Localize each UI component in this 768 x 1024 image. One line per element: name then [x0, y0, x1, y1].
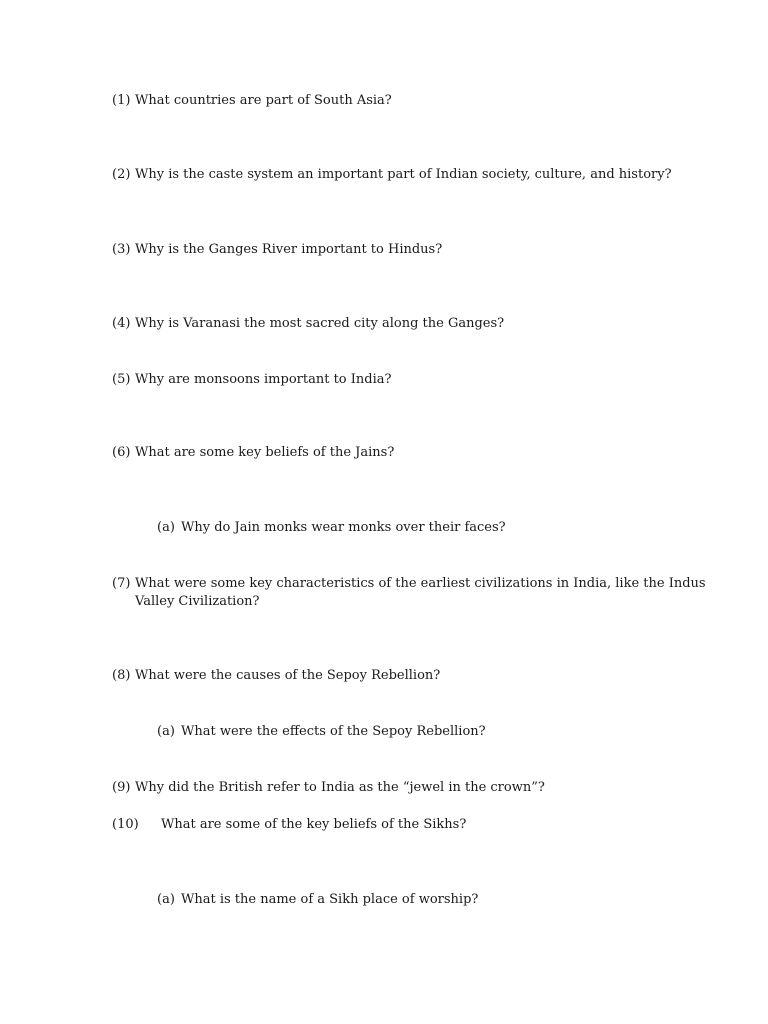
question-2 [112, 166, 672, 184]
question-5 [112, 371, 672, 389]
subquestion-letter: (a) [157, 520, 175, 535]
question-text: What are some of the key beliefs of the Sikhs? [161, 817, 467, 832]
question-10-subquestion-a [157, 891, 478, 909]
subquestion-text: What is the name of a Sikh place of worship? [181, 892, 479, 907]
question-number: (9) [112, 780, 131, 795]
question-number: (3) [112, 242, 131, 257]
subquestion-letter: (a) [157, 724, 175, 739]
question-text-continued: Valley Civilization? [135, 594, 260, 609]
question-text: Why is the Ganges River important to Hindus? [135, 242, 443, 257]
question-3 [112, 241, 672, 259]
subquestion-letter: (a) [157, 892, 175, 907]
question-4 [112, 315, 672, 333]
question-text: Why did the British refer to India as the “jewel in the crown”? [135, 780, 545, 795]
question-text: Why is the caste system an important part of Indian society, culture, and history? [135, 167, 672, 182]
question-text: What countries are part of South Asia? [135, 93, 392, 108]
question-8 [112, 667, 672, 685]
question-number: (2) [112, 167, 131, 182]
question-7 [112, 575, 706, 611]
question-number: (5) [112, 372, 131, 387]
question-number: (6) [112, 445, 131, 460]
question-number: (1) [112, 93, 131, 108]
question-10 [112, 816, 672, 834]
subquestion-text: Why do Jain monks wear monks over their faces? [181, 520, 506, 535]
question-number: (8) [112, 668, 131, 683]
question-6-subquestion-a [157, 519, 506, 537]
question-number: (4) [112, 316, 131, 331]
question-text: Why is Varanasi the most sacred city along the Ganges? [135, 316, 505, 331]
question-text: What are some key beliefs of the Jains? [135, 445, 395, 460]
question-text: What were the causes of the Sepoy Rebellion? [135, 668, 441, 683]
question-9 [112, 779, 672, 797]
question-1 [112, 92, 672, 110]
question-text: What were some key characteristics of the earliest civilizations in India, like the Indus [135, 576, 706, 591]
question-number: (10) [112, 817, 139, 832]
question-text: Why are monsoons important to India? [135, 372, 392, 387]
question-number: (7) [112, 576, 131, 591]
question-6 [112, 444, 672, 462]
subquestion-text: What were the effects of the Sepoy Rebellion? [181, 724, 486, 739]
question-8-subquestion-a [157, 723, 486, 741]
